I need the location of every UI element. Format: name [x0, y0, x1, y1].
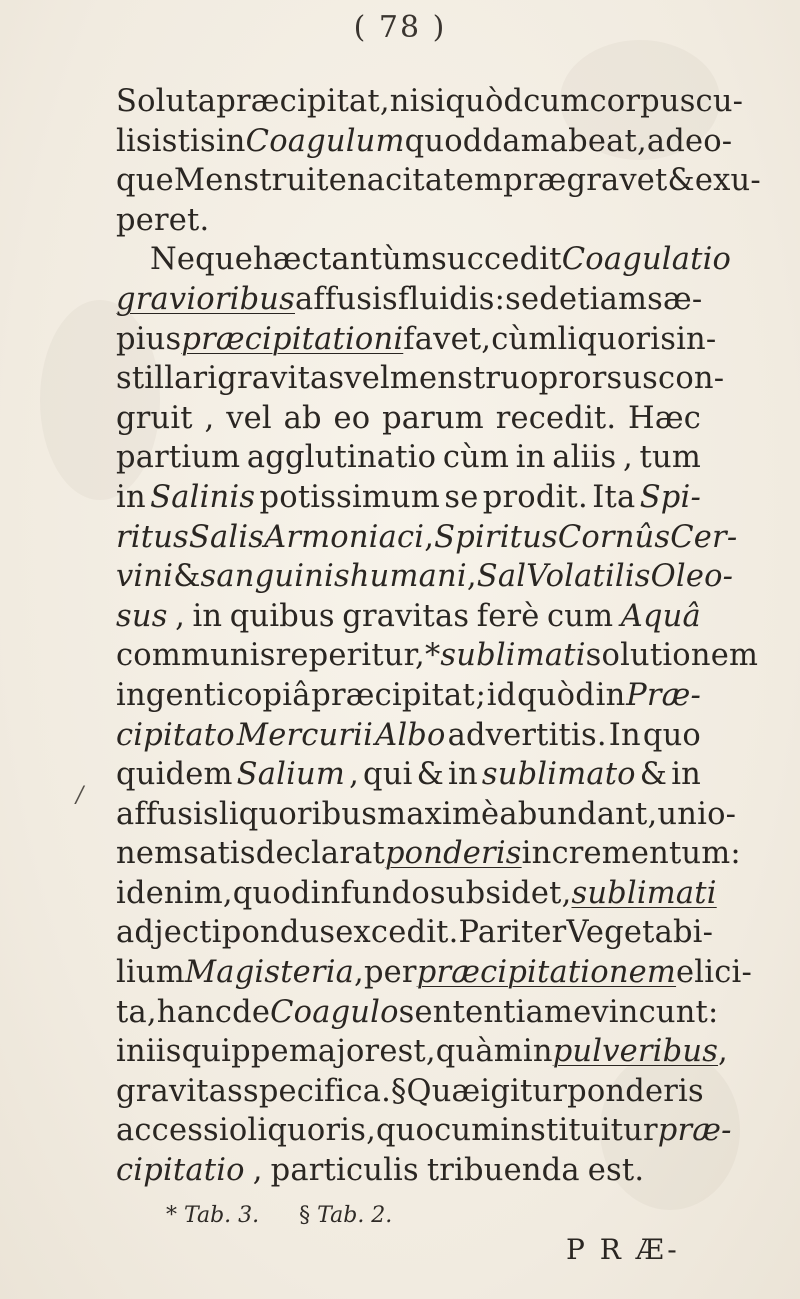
word: In	[608, 717, 641, 753]
word: in	[515, 440, 546, 476]
word: in-	[676, 321, 717, 357]
word: subsidet,	[429, 875, 572, 911]
text-line	[116, 1151, 701, 1191]
word: hæc	[252, 242, 319, 278]
word: nisi	[389, 84, 446, 119]
word: præcipitat,	[216, 84, 390, 119]
word: Volatilis	[526, 559, 651, 595]
word: accessio	[116, 1113, 248, 1149]
word: hanc	[156, 994, 233, 1030]
word: ,	[466, 559, 477, 595]
word: cipitatio	[116, 1153, 245, 1189]
word: cum	[523, 84, 590, 119]
word: maximè	[377, 796, 500, 832]
word: quo	[642, 717, 701, 753]
text-line	[116, 478, 701, 518]
word: vini	[116, 559, 174, 595]
word: favet	[403, 321, 482, 357]
word: in	[116, 479, 146, 515]
word: specifica.	[242, 1073, 392, 1109]
footnote-references	[166, 1203, 432, 1228]
word: enim,	[145, 875, 233, 911]
word: liquoribus	[218, 796, 378, 832]
text-line	[116, 201, 701, 241]
word: tantùm	[318, 242, 432, 278]
word: cipitato	[116, 717, 235, 753]
word: affusis	[295, 281, 398, 317]
word: potissimum	[259, 479, 440, 515]
word: ,	[175, 598, 185, 634]
word: cum	[434, 1113, 501, 1149]
word: per	[363, 955, 417, 991]
word: nem	[116, 836, 184, 872]
word: sublimato	[481, 757, 636, 793]
word: ,	[204, 400, 215, 436]
word: gravioribus	[116, 281, 295, 317]
word: pulveribus,	[552, 1034, 728, 1070]
text-line	[116, 320, 717, 360]
word: *	[424, 638, 441, 674]
word: ,	[647, 796, 658, 832]
word: in	[116, 1034, 146, 1070]
word: Menstrui	[173, 163, 317, 199]
word: Magisteria	[184, 955, 355, 991]
word: parum	[382, 400, 484, 436]
text-line	[116, 518, 738, 558]
word: quippe	[181, 1034, 289, 1070]
text-line	[116, 1111, 732, 1151]
word: ferè	[476, 598, 540, 634]
word: Neque	[150, 242, 253, 278]
word: ponderis	[384, 836, 522, 872]
word: ,	[622, 440, 633, 476]
word: prægravet	[503, 163, 668, 199]
word: Vegetabi-	[566, 915, 714, 951]
word: eo	[333, 400, 371, 436]
word: adeo-	[646, 123, 733, 159]
word: vel	[226, 400, 272, 436]
word: ;	[475, 677, 487, 713]
word: que	[116, 163, 174, 199]
word: solutionem	[585, 638, 759, 674]
word: præcipitationem	[416, 955, 677, 991]
word: id	[116, 875, 146, 911]
word: cùm	[491, 321, 558, 357]
word: sublimati	[440, 638, 586, 674]
footnote-reference: § Tab. 2.	[299, 1203, 393, 1228]
word: sæ-	[647, 281, 703, 317]
word: affusis	[116, 796, 219, 832]
word: liquoris	[247, 1113, 367, 1149]
word: excedit.	[335, 915, 459, 951]
word: con-	[658, 361, 725, 397]
word: gravitas	[217, 361, 345, 397]
word: abundant	[499, 796, 648, 832]
word: humani	[349, 559, 467, 595]
word: tenacitatem	[316, 163, 504, 199]
word: Spi-	[639, 479, 701, 515]
word: cum	[546, 598, 614, 634]
word: est.	[587, 1153, 645, 1189]
body-text	[116, 82, 761, 1191]
text-line	[116, 82, 744, 122]
word: communis	[116, 638, 276, 674]
word: agglutinatio	[246, 440, 437, 476]
word: Pariter	[458, 915, 567, 951]
word: sententiam	[398, 994, 574, 1030]
word: in	[595, 677, 626, 713]
word: prodit.	[482, 479, 588, 515]
word: &	[416, 757, 444, 793]
word: abeat	[549, 123, 637, 159]
word: præcipitationi	[181, 321, 404, 357]
word: corpuscu-	[589, 84, 744, 119]
word: qui	[363, 757, 413, 793]
catchword: P R Æ-	[566, 1233, 680, 1266]
word: lium	[116, 955, 185, 991]
word: peret.	[116, 202, 210, 238]
word: pius	[116, 321, 182, 357]
word: in	[448, 757, 478, 793]
word: sed	[505, 281, 559, 317]
word: Cornûs	[557, 519, 671, 555]
word: ritus	[116, 519, 189, 555]
text-line	[116, 399, 701, 439]
word: aliis	[552, 440, 617, 476]
word: in	[192, 598, 223, 634]
word: est,	[379, 1034, 436, 1070]
word: major	[288, 1034, 380, 1070]
word: Coagulum	[245, 123, 405, 159]
text-line	[116, 597, 701, 637]
word: fundo	[340, 875, 430, 911]
word: advertitis.	[447, 717, 607, 753]
word: prorsus	[538, 361, 659, 397]
word: ,	[424, 519, 435, 555]
text-line	[116, 874, 717, 914]
word: sanguinis	[200, 559, 350, 595]
word: elici-	[676, 955, 752, 991]
word: quòd	[517, 677, 595, 713]
word: quàm	[435, 1034, 523, 1070]
word: :	[494, 281, 506, 317]
word: quòd	[445, 84, 524, 119]
word: ab	[283, 400, 322, 436]
word: præ-	[657, 1113, 732, 1149]
text-line	[116, 755, 701, 795]
word: quidem	[116, 757, 233, 793]
word-emphasis: pulveribus	[552, 1034, 719, 1070]
word: adjecti	[116, 915, 222, 951]
word: Soluta	[116, 84, 217, 119]
word: gravitas	[342, 598, 470, 634]
word: quod	[232, 875, 311, 911]
word: Mercurii	[236, 717, 374, 753]
word: id	[486, 677, 517, 713]
word: Præ-	[626, 677, 701, 713]
text-line	[116, 280, 701, 320]
word: cùm	[442, 440, 510, 476]
word: instituitur	[500, 1113, 658, 1149]
word: ,	[481, 321, 492, 357]
word: se	[444, 479, 479, 515]
word: sus	[116, 598, 168, 634]
text-line	[116, 161, 761, 201]
text-line	[116, 557, 734, 597]
text-line	[116, 795, 737, 835]
word: Ita	[592, 479, 636, 515]
word: incrementum:	[521, 836, 741, 872]
word: ,	[349, 757, 359, 793]
word: quo	[375, 1113, 435, 1149]
word: particulis	[270, 1153, 419, 1189]
word: gravitas	[116, 1073, 243, 1109]
text-line	[116, 122, 733, 162]
word: in	[671, 757, 701, 793]
word: igitur	[480, 1073, 568, 1109]
word: Coagulatio	[561, 242, 732, 278]
word: vel	[344, 361, 390, 397]
text-line	[116, 676, 701, 716]
word: fluidis	[397, 281, 495, 317]
word: ,	[636, 123, 647, 159]
word: Hæc	[628, 400, 701, 436]
word: in	[310, 875, 341, 911]
text-line	[116, 1032, 728, 1072]
word: quibus	[229, 598, 335, 634]
word: gruit	[116, 400, 193, 436]
word: evincunt:	[573, 994, 719, 1030]
word: ,	[366, 1113, 376, 1149]
word: copiâ	[226, 677, 311, 713]
word: Armoniaci	[264, 519, 425, 555]
word: Aquâ	[620, 598, 701, 634]
word: menstruo	[389, 361, 539, 397]
word: in	[522, 1034, 553, 1070]
text-line	[116, 953, 752, 993]
text-line	[116, 913, 714, 953]
word: recedit.	[495, 400, 617, 436]
word: &	[173, 559, 201, 595]
word: iis	[145, 1034, 182, 1070]
word: istis	[151, 123, 216, 159]
word: Oleo-	[650, 559, 734, 595]
text-line	[116, 1072, 704, 1112]
word: Quæ	[406, 1073, 481, 1109]
text-line	[116, 240, 732, 280]
word: Salium	[236, 757, 346, 793]
word: ,	[252, 1153, 263, 1189]
word: succedit	[431, 242, 562, 278]
text-line	[116, 438, 701, 478]
word: Salis	[188, 519, 265, 555]
word: tribuenda	[426, 1153, 580, 1189]
word: ta	[116, 994, 147, 1030]
word: Spiritus	[434, 519, 558, 555]
word: præcipitat	[311, 677, 475, 713]
word: ingenti	[116, 677, 227, 713]
text-line	[116, 636, 759, 676]
word: lis	[116, 123, 152, 159]
word: &	[667, 163, 695, 199]
word: sublimati	[571, 875, 717, 911]
footnote-reference: * Tab. 3.	[166, 1203, 260, 1228]
word: Sal	[476, 559, 527, 595]
text-line	[116, 716, 701, 756]
word: Albo	[375, 717, 446, 753]
word: exu-	[694, 163, 761, 199]
page-number: ( 78 )	[353, 10, 447, 45]
word: liquoris	[557, 321, 677, 357]
word: etiam	[558, 281, 648, 317]
text-line	[116, 359, 725, 399]
word: ,	[354, 955, 364, 991]
word: &	[639, 757, 668, 793]
word: Coagulo	[270, 994, 399, 1030]
word: partium	[116, 440, 241, 476]
word: Salinis	[150, 479, 256, 515]
word: unio-	[657, 796, 737, 832]
word: quoddam	[404, 123, 550, 159]
word: in	[215, 123, 246, 159]
word: tum	[639, 440, 701, 476]
word: stillari	[116, 361, 218, 397]
word: ,	[146, 994, 157, 1030]
text-line	[116, 993, 719, 1033]
text-line	[116, 834, 741, 874]
word: pondus	[221, 915, 336, 951]
word: declarat	[255, 836, 385, 872]
word: reperitur,	[275, 638, 425, 674]
word: §	[391, 1073, 407, 1109]
word: satis	[183, 836, 256, 872]
word: de	[232, 994, 271, 1030]
margin-mark: /	[76, 783, 84, 808]
word: Cer-	[670, 519, 738, 555]
word: ponderis	[567, 1073, 704, 1109]
